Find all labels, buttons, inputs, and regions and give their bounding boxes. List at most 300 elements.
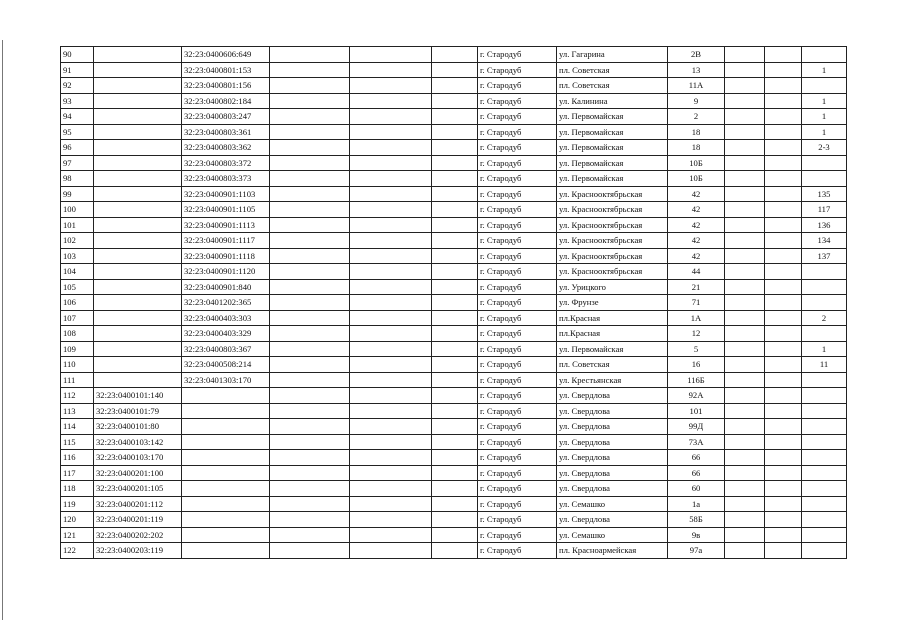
city-cell: г. Стародуб (478, 403, 557, 419)
apartment-number-cell (802, 78, 847, 94)
empty-cell (270, 465, 350, 481)
cadastral-number-2-cell (182, 512, 270, 528)
street-cell: ул. Крестьянская (557, 372, 668, 388)
apartment-number-cell: 135 (802, 186, 847, 202)
house-number-cell: 73А (668, 434, 725, 450)
empty-cell (765, 543, 802, 559)
cadastral-number-cell (94, 62, 182, 78)
cadastral-number-cell (94, 155, 182, 171)
apartment-number-cell (802, 481, 847, 497)
city-cell: г. Стародуб (478, 543, 557, 559)
row-number-cell: 115 (61, 434, 94, 450)
apartment-number-cell (802, 264, 847, 280)
cadastral-number-cell (94, 47, 182, 63)
city-cell: г. Стародуб (478, 450, 557, 466)
street-cell: ул. Первомайская (557, 155, 668, 171)
table-row (61, 357, 847, 373)
empty-cell (350, 109, 432, 125)
empty-cell (725, 372, 765, 388)
street-cell: ул. Краснооктябрьская (557, 264, 668, 280)
empty-cell (765, 248, 802, 264)
street-cell: ул. Свердлова (557, 481, 668, 497)
city-cell: г. Стародуб (478, 93, 557, 109)
table-row (61, 202, 847, 218)
cadastral-number-2-cell (182, 419, 270, 435)
apartment-number-cell: 1 (802, 93, 847, 109)
empty-cell (765, 357, 802, 373)
apartment-number-cell: 1 (802, 124, 847, 140)
cadastral-number-cell (94, 372, 182, 388)
apartment-number-cell (802, 326, 847, 342)
cadastral-number-2-cell: 32:23:0400803:362 (182, 140, 270, 156)
empty-cell (350, 527, 432, 543)
empty-cell (432, 109, 478, 125)
cadastral-number-cell (94, 78, 182, 94)
row-number-cell: 112 (61, 388, 94, 404)
empty-cell (765, 171, 802, 187)
empty-cell (270, 248, 350, 264)
empty-cell (432, 388, 478, 404)
empty-cell (350, 155, 432, 171)
empty-cell (432, 279, 478, 295)
apartment-number-cell (802, 465, 847, 481)
house-number-cell: 11А (668, 78, 725, 94)
cadastral-number-2-cell: 32:23:0400803:373 (182, 171, 270, 187)
cadastral-number-cell (94, 341, 182, 357)
cadastral-number-cell: 32:23:0400201:119 (94, 512, 182, 528)
cadastral-number-2-cell: 32:23:0400403:329 (182, 326, 270, 342)
empty-cell (765, 62, 802, 78)
empty-cell (725, 357, 765, 373)
house-number-cell: 12 (668, 326, 725, 342)
cadastral-number-cell: 32:23:0400103:170 (94, 450, 182, 466)
cadastral-number-2-cell: 32:23:0400508:214 (182, 357, 270, 373)
cadastral-number-cell (94, 248, 182, 264)
cadastral-number-cell (94, 140, 182, 156)
city-cell: г. Стародуб (478, 419, 557, 435)
empty-cell (765, 450, 802, 466)
empty-cell (765, 217, 802, 233)
city-cell: г. Стародуб (478, 341, 557, 357)
empty-cell (432, 341, 478, 357)
empty-cell (725, 450, 765, 466)
empty-cell (350, 372, 432, 388)
cadastral-number-cell (94, 109, 182, 125)
empty-cell (765, 372, 802, 388)
table-row (61, 527, 847, 543)
city-cell: г. Стародуб (478, 248, 557, 264)
cadastral-number-cell (94, 233, 182, 249)
table-row (61, 543, 847, 559)
empty-cell (432, 217, 478, 233)
table-row (61, 388, 847, 404)
cadastral-number-2-cell: 32:23:0400901:1117 (182, 233, 270, 249)
street-cell: ул. Гагарина (557, 47, 668, 63)
city-cell: г. Стародуб (478, 62, 557, 78)
empty-cell (432, 357, 478, 373)
house-number-cell: 2В (668, 47, 725, 63)
city-cell: г. Стародуб (478, 481, 557, 497)
row-number-cell: 111 (61, 372, 94, 388)
apartment-number-cell: 11 (802, 357, 847, 373)
house-number-cell: 42 (668, 233, 725, 249)
cadastral-number-cell: 32:23:0400203:119 (94, 543, 182, 559)
cadastral-number-cell (94, 186, 182, 202)
empty-cell (765, 481, 802, 497)
empty-cell (765, 512, 802, 528)
apartment-number-cell: 1 (802, 109, 847, 125)
empty-cell (270, 171, 350, 187)
row-number-cell: 119 (61, 496, 94, 512)
cadastral-number-cell (94, 264, 182, 280)
street-cell: ул. Фрунзе (557, 295, 668, 311)
city-cell: г. Стародуб (478, 295, 557, 311)
table-row (61, 93, 847, 109)
city-cell: г. Стародуб (478, 512, 557, 528)
house-number-cell: 42 (668, 217, 725, 233)
apartment-number-cell (802, 496, 847, 512)
city-cell: г. Стародуб (478, 496, 557, 512)
cadastral-number-cell (94, 357, 182, 373)
empty-cell (270, 543, 350, 559)
empty-cell (432, 527, 478, 543)
street-cell: ул. Урицкого (557, 279, 668, 295)
cadastral-number-cell: 32:23:0400101:80 (94, 419, 182, 435)
street-cell: ул. Первомайская (557, 140, 668, 156)
apartment-number-cell (802, 527, 847, 543)
empty-cell (270, 388, 350, 404)
empty-cell (432, 403, 478, 419)
city-cell: г. Стародуб (478, 527, 557, 543)
row-number-cell: 101 (61, 217, 94, 233)
cadastral-number-2-cell: 32:23:0400403:303 (182, 310, 270, 326)
cadastral-number-2-cell (182, 450, 270, 466)
empty-cell (350, 357, 432, 373)
table-row (61, 310, 847, 326)
empty-cell (765, 527, 802, 543)
row-number-cell: 102 (61, 233, 94, 249)
empty-cell (432, 171, 478, 187)
street-cell: ул. Свердлова (557, 465, 668, 481)
house-number-cell: 99Д (668, 419, 725, 435)
register-table (60, 46, 847, 559)
empty-cell (270, 419, 350, 435)
empty-cell (765, 465, 802, 481)
apartment-number-cell (802, 450, 847, 466)
empty-cell (270, 527, 350, 543)
cadastral-number-cell: 32:23:0400202:202 (94, 527, 182, 543)
city-cell: г. Стародуб (478, 109, 557, 125)
cadastral-number-2-cell: 32:23:0401303:170 (182, 372, 270, 388)
city-cell: г. Стародуб (478, 465, 557, 481)
table-row (61, 78, 847, 94)
empty-cell (725, 93, 765, 109)
apartment-number-cell (802, 434, 847, 450)
empty-cell (432, 326, 478, 342)
row-number-cell: 93 (61, 93, 94, 109)
empty-cell (270, 124, 350, 140)
table-row (61, 450, 847, 466)
empty-cell (725, 481, 765, 497)
cadastral-number-2-cell: 32:23:0400803:361 (182, 124, 270, 140)
cadastral-number-2-cell: 32:23:0400901:1113 (182, 217, 270, 233)
empty-cell (765, 78, 802, 94)
table-row (61, 233, 847, 249)
empty-cell (432, 434, 478, 450)
empty-cell (432, 62, 478, 78)
empty-cell (350, 62, 432, 78)
empty-cell (270, 264, 350, 280)
table-row (61, 512, 847, 528)
empty-cell (725, 465, 765, 481)
apartment-number-cell: 1 (802, 62, 847, 78)
empty-cell (270, 512, 350, 528)
city-cell: г. Стародуб (478, 434, 557, 450)
street-cell: ул. Краснооктябрьская (557, 248, 668, 264)
table-row (61, 496, 847, 512)
empty-cell (432, 372, 478, 388)
empty-cell (765, 140, 802, 156)
row-number-cell: 92 (61, 78, 94, 94)
cadastral-number-2-cell (182, 496, 270, 512)
table-row (61, 186, 847, 202)
row-number-cell: 120 (61, 512, 94, 528)
empty-cell (350, 171, 432, 187)
street-cell: пл.Красная (557, 310, 668, 326)
table-row (61, 217, 847, 233)
empty-cell (725, 434, 765, 450)
apartment-number-cell: 117 (802, 202, 847, 218)
empty-cell (350, 186, 432, 202)
empty-cell (270, 326, 350, 342)
city-cell: г. Стародуб (478, 388, 557, 404)
empty-cell (765, 295, 802, 311)
street-cell: пл. Красноармейская (557, 543, 668, 559)
street-cell: ул. Краснооктябрьская (557, 217, 668, 233)
cadastral-number-cell: 32:23:0400101:79 (94, 403, 182, 419)
empty-cell (350, 326, 432, 342)
apartment-number-cell (802, 512, 847, 528)
empty-cell (432, 124, 478, 140)
house-number-cell: 18 (668, 140, 725, 156)
empty-cell (725, 62, 765, 78)
table-row (61, 341, 847, 357)
apartment-number-cell: 137 (802, 248, 847, 264)
row-number-cell: 97 (61, 155, 94, 171)
empty-cell (765, 109, 802, 125)
empty-cell (350, 341, 432, 357)
row-number-cell: 117 (61, 465, 94, 481)
cadastral-number-cell (94, 171, 182, 187)
empty-cell (432, 78, 478, 94)
empty-cell (432, 450, 478, 466)
city-cell: г. Стародуб (478, 155, 557, 171)
table-row (61, 419, 847, 435)
apartment-number-cell (802, 388, 847, 404)
empty-cell (432, 202, 478, 218)
row-number-cell: 107 (61, 310, 94, 326)
house-number-cell: 101 (668, 403, 725, 419)
apartment-number-cell (802, 171, 847, 187)
empty-cell (350, 419, 432, 435)
street-cell: ул. Первомайская (557, 341, 668, 357)
empty-cell (725, 202, 765, 218)
house-number-cell: 60 (668, 481, 725, 497)
row-number-cell: 110 (61, 357, 94, 373)
table-row (61, 248, 847, 264)
empty-cell (350, 512, 432, 528)
cadastral-number-2-cell: 32:23:0401202:365 (182, 295, 270, 311)
empty-cell (270, 341, 350, 357)
empty-cell (350, 481, 432, 497)
empty-cell (765, 419, 802, 435)
street-cell: ул. Свердлова (557, 450, 668, 466)
empty-cell (270, 403, 350, 419)
house-number-cell: 1А (668, 310, 725, 326)
empty-cell (432, 233, 478, 249)
cadastral-number-cell (94, 93, 182, 109)
row-number-cell: 99 (61, 186, 94, 202)
city-cell: г. Стародуб (478, 47, 557, 63)
empty-cell (725, 543, 765, 559)
table-row (61, 434, 847, 450)
house-number-cell: 13 (668, 62, 725, 78)
row-number-cell: 100 (61, 202, 94, 218)
row-number-cell: 98 (61, 171, 94, 187)
table-row (61, 171, 847, 187)
cadastral-number-cell: 32:23:0400201:112 (94, 496, 182, 512)
table-row (61, 264, 847, 280)
cadastral-number-2-cell (182, 403, 270, 419)
house-number-cell: 2 (668, 109, 725, 125)
empty-cell (432, 419, 478, 435)
cadastral-number-2-cell: 32:23:0400801:153 (182, 62, 270, 78)
cadastral-number-cell (94, 202, 182, 218)
empty-cell (725, 279, 765, 295)
empty-cell (350, 78, 432, 94)
apartment-number-cell (802, 543, 847, 559)
empty-cell (350, 450, 432, 466)
row-number-cell: 122 (61, 543, 94, 559)
empty-cell (350, 233, 432, 249)
street-cell: ул. Свердлова (557, 388, 668, 404)
empty-cell (725, 310, 765, 326)
table-row (61, 62, 847, 78)
apartment-number-cell (802, 155, 847, 171)
empty-cell (350, 202, 432, 218)
city-cell: г. Стародуб (478, 78, 557, 94)
cadastral-number-2-cell: 32:23:0400803:367 (182, 341, 270, 357)
street-cell: пл. Советская (557, 78, 668, 94)
row-number-cell: 95 (61, 124, 94, 140)
house-number-cell: 18 (668, 124, 725, 140)
empty-cell (350, 93, 432, 109)
row-number-cell: 106 (61, 295, 94, 311)
cadastral-number-cell: 32:23:0400201:105 (94, 481, 182, 497)
empty-cell (350, 543, 432, 559)
empty-cell (432, 481, 478, 497)
empty-cell (765, 47, 802, 63)
empty-cell (725, 233, 765, 249)
empty-cell (765, 186, 802, 202)
row-number-cell: 114 (61, 419, 94, 435)
cadastral-number-2-cell: 32:23:0400901:840 (182, 279, 270, 295)
street-cell: ул. Первомайская (557, 109, 668, 125)
house-number-cell: 58Б (668, 512, 725, 528)
empty-cell (725, 109, 765, 125)
empty-cell (725, 326, 765, 342)
cadastral-number-2-cell (182, 543, 270, 559)
empty-cell (432, 496, 478, 512)
empty-cell (270, 93, 350, 109)
empty-cell (725, 124, 765, 140)
house-number-cell: 16 (668, 357, 725, 373)
empty-cell (765, 326, 802, 342)
register-table-body (61, 47, 847, 559)
cadastral-number-cell (94, 279, 182, 295)
empty-cell (350, 496, 432, 512)
row-number-cell: 91 (61, 62, 94, 78)
row-number-cell: 116 (61, 450, 94, 466)
street-cell: пл.Красная (557, 326, 668, 342)
house-number-cell: 42 (668, 202, 725, 218)
cadastral-number-cell: 32:23:0400101:140 (94, 388, 182, 404)
table-row (61, 372, 847, 388)
empty-cell (270, 496, 350, 512)
empty-cell (765, 264, 802, 280)
empty-cell (765, 155, 802, 171)
empty-cell (350, 388, 432, 404)
empty-cell (765, 341, 802, 357)
cadastral-number-cell: 32:23:0400201:100 (94, 465, 182, 481)
row-number-cell: 121 (61, 527, 94, 543)
row-number-cell: 90 (61, 47, 94, 63)
house-number-cell: 10Б (668, 171, 725, 187)
empty-cell (270, 186, 350, 202)
cadastral-number-2-cell (182, 481, 270, 497)
table-row (61, 481, 847, 497)
cadastral-number-cell: 32:23:0400103:142 (94, 434, 182, 450)
row-number-cell: 113 (61, 403, 94, 419)
empty-cell (725, 217, 765, 233)
cadastral-number-2-cell: 32:23:0400803:247 (182, 109, 270, 125)
empty-cell (350, 295, 432, 311)
empty-cell (432, 264, 478, 280)
table-row (61, 465, 847, 481)
empty-cell (350, 217, 432, 233)
row-number-cell: 94 (61, 109, 94, 125)
row-number-cell: 109 (61, 341, 94, 357)
apartment-number-cell: 1 (802, 341, 847, 357)
empty-cell (270, 155, 350, 171)
city-cell: г. Стародуб (478, 326, 557, 342)
empty-cell (270, 217, 350, 233)
house-number-cell: 5 (668, 341, 725, 357)
street-cell: ул. Семашко (557, 496, 668, 512)
table-row (61, 326, 847, 342)
empty-cell (765, 233, 802, 249)
empty-cell (725, 512, 765, 528)
cadastral-number-2-cell: 32:23:0400801:156 (182, 78, 270, 94)
cadastral-number-2-cell (182, 388, 270, 404)
empty-cell (270, 47, 350, 63)
street-cell: ул. Калинина (557, 93, 668, 109)
apartment-number-cell (802, 47, 847, 63)
empty-cell (725, 419, 765, 435)
empty-cell (725, 155, 765, 171)
empty-cell (350, 47, 432, 63)
empty-cell (725, 388, 765, 404)
